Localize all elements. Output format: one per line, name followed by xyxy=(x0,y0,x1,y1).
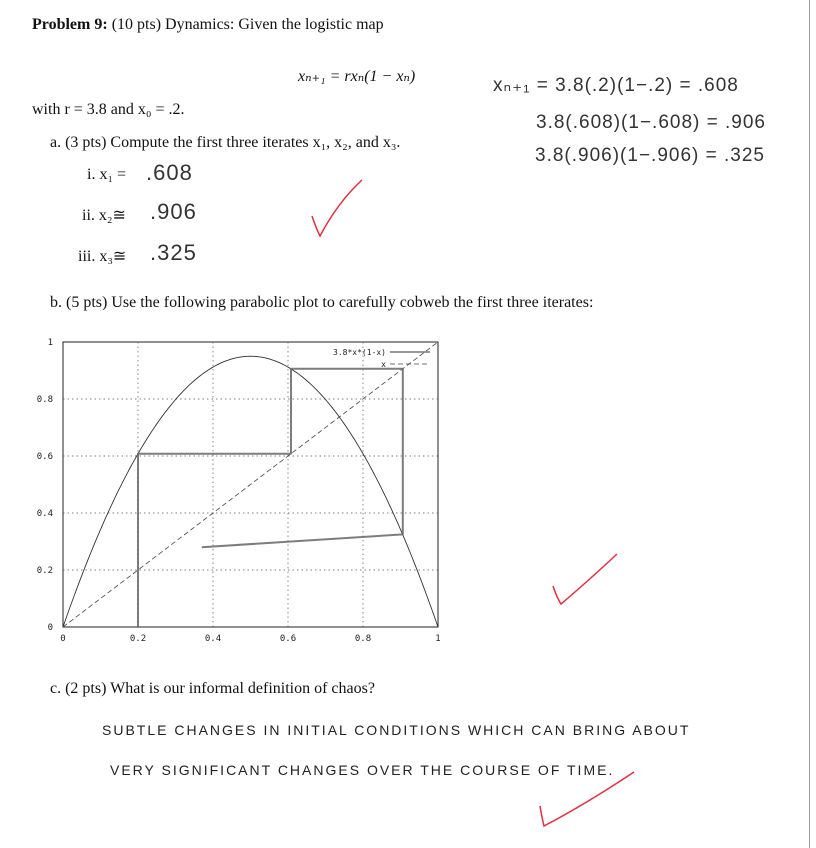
iterate-label-1: i. x₁ = xyxy=(87,166,127,183)
y-tick-label: 0.8 xyxy=(36,395,53,405)
work-line-3: 3.8(.906)(1−.906) = .325 xyxy=(535,145,765,166)
given-values: with r = 3.8 and x₀ = .2. xyxy=(32,101,185,118)
y-tick-label: 0 xyxy=(47,623,53,633)
work-line-2: 3.8(.608)(1−.608) = .906 xyxy=(536,112,766,133)
x-tick-label: 0.6 xyxy=(279,634,297,644)
y-tick-label: 0.6 xyxy=(36,452,53,462)
logistic-equation: xₙ₊₁ = rxₙ(1 − xₙ) xyxy=(298,68,416,85)
cobweb-chart xyxy=(30,330,450,650)
cobweb-path xyxy=(138,369,403,627)
legend-label-parabola: 3.8*x*(1-x) xyxy=(333,348,386,357)
legend-label-identity: x xyxy=(381,360,386,369)
chaos-answer-line-2: VERY SIGNIFICANT CHANGES OVER THE COURSE OF TIME. xyxy=(110,762,615,778)
part-c-prompt: c. (2 pts) What is our informal definition of chaos? xyxy=(50,680,375,697)
x-tick-label: 0.2 xyxy=(129,634,147,644)
identity-series-line xyxy=(63,342,438,627)
problem-title: (10 pts) Dynamics: Given the logistic map xyxy=(111,16,384,33)
chart-layer xyxy=(37,338,441,644)
iterate-answer-1: .608 xyxy=(146,160,193,185)
chaos-answer-line-1: SUBTLE CHANGES IN INITIAL CONDITIONS WHICH CAN BRING ABOUT xyxy=(102,722,691,738)
check-mark-icon xyxy=(300,172,370,242)
page-edge xyxy=(809,0,810,848)
check-mark-icon xyxy=(545,548,625,610)
iterate-label-2: ii. x₂≅ xyxy=(82,207,126,224)
y-tick-label: 0.2 xyxy=(36,566,53,576)
iterate-answer-3: .325 xyxy=(150,240,197,265)
problem-header xyxy=(32,16,384,34)
x-tick-label: 0.8 xyxy=(354,634,372,644)
work-line-1: xₙ₊₁ = 3.8(.2)(1−.2) = .608 xyxy=(493,75,739,96)
x-tick-label: 0 xyxy=(60,634,66,644)
iterate-label-3: iii. x₃≅ xyxy=(78,248,127,265)
x-tick-label: 0.4 xyxy=(204,634,222,644)
x-tick-label: 1 xyxy=(435,634,441,644)
y-tick-label: 1 xyxy=(47,338,53,348)
parabola-series-line xyxy=(63,356,438,627)
part-b-prompt: b. (5 pts) Use the following parabolic plot to carefully cobweb the first three iterates: xyxy=(50,294,594,311)
part-a-prompt: a. (3 pts) Compute the first three iterates x₁, x₂, and x₃. xyxy=(50,134,401,151)
iterate-answer-2: .906 xyxy=(150,199,197,224)
problem-number: Problem 9: xyxy=(32,16,108,33)
y-tick-label: 0.4 xyxy=(36,509,53,519)
